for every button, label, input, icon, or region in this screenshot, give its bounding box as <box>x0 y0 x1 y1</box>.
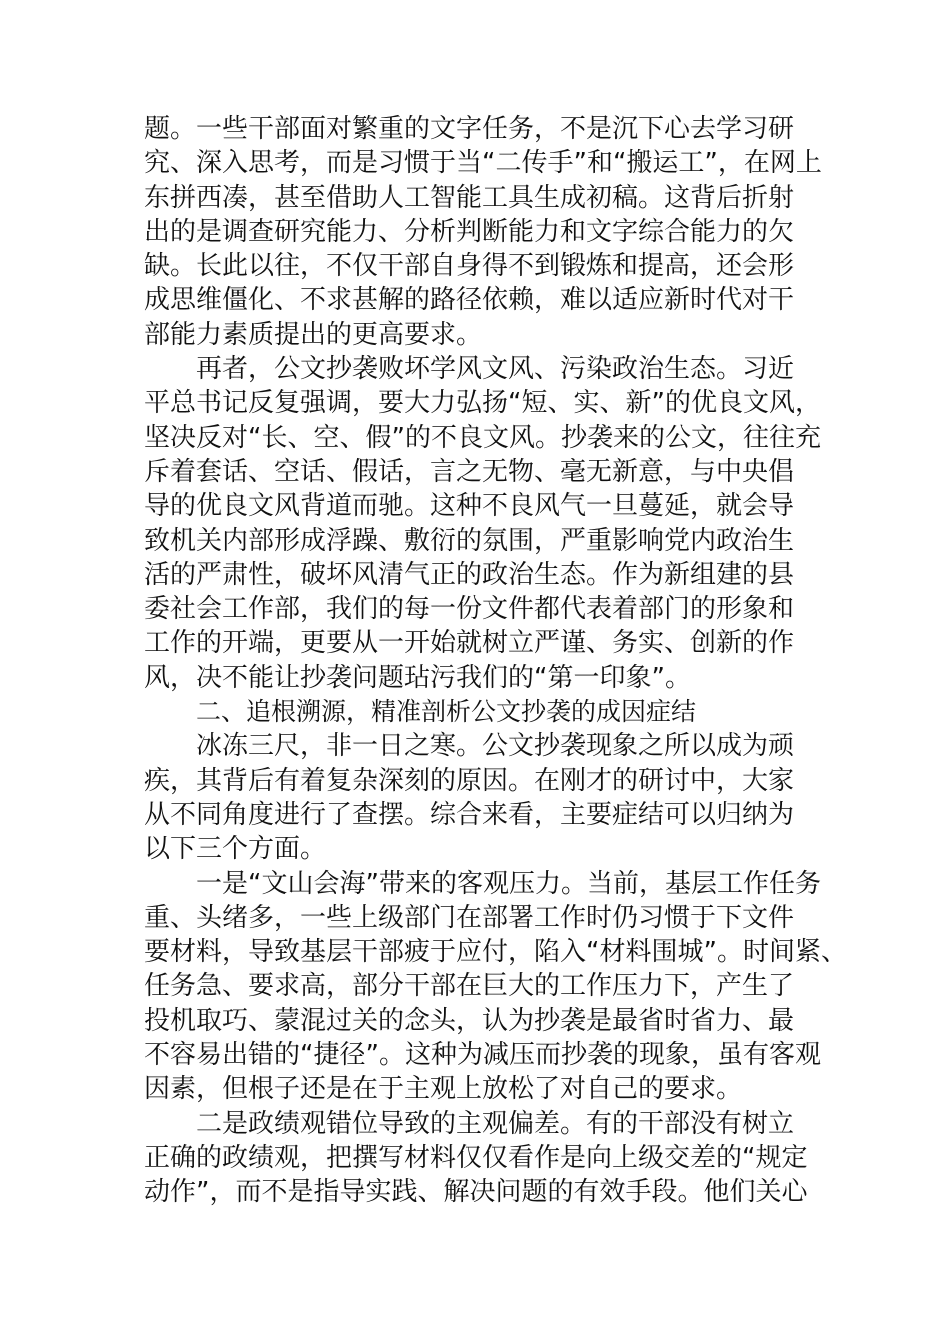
text-line: 二是政绩观错位导致的主观偏差。有的干部没有树立 <box>196 1108 795 1139</box>
text-line: 投机取巧、蒙混过关的念头，认为抄袭是最省时省力、最 <box>144 1005 795 1036</box>
text-line: 以下三个方面。 <box>144 834 327 865</box>
paragraph-ershi <box>144 1107 806 1210</box>
text-line: 任务急、要求高，部分干部在巨大的工作压力下，产生了 <box>144 971 795 1002</box>
text-line: 重、头绪多，一些上级部门在部署工作时仍习惯于下文件 <box>144 902 795 933</box>
paragraph-yishi <box>144 867 847 1107</box>
text-line: 工作的开端，更要从一开始就树立严谨、务实、创新的作 <box>144 628 795 659</box>
text-line: 正确的政绩观，把撰写材料仅仅看作是向上级交差的“规定 <box>144 1142 808 1173</box>
text-line: 再者，公文抄袭败坏学风文风、污染政治生态。习近 <box>196 354 795 385</box>
text-line: 出的是调查研究能力、分析判断能力和文字综合能力的欠 <box>144 216 795 247</box>
text-line: 因素，但根子还是在于主观上放松了对自己的要求。 <box>144 1074 743 1105</box>
text-line: 一是“文山会海”带来的客观压力。当前，基层工作任务 <box>196 868 821 899</box>
text-line: 冰冻三尺，非一日之寒。公文抄袭现象之所以成为顽 <box>196 731 795 762</box>
text-line: 缺。长此以往，不仅干部自身得不到锻炼和提高，还会形 <box>144 251 795 282</box>
document-body <box>144 112 847 1210</box>
text-line: 动作”，而不是指导实践、解决问题的有效手段。他们关心 <box>144 1177 808 1208</box>
text-line: 平总书记反复强调，要大力弘扬“短、实、新”的优良文风， <box>144 388 821 419</box>
paragraph-bingdong <box>144 729 806 866</box>
text-line: 东拼西凑，甚至借助人工智能工具生成初稿。这背后折射 <box>144 182 795 213</box>
text-line: 风，决不能让抄袭问题玷污我们的“第一印象”。 <box>144 662 691 693</box>
paragraph-continuation <box>144 112 822 352</box>
text-line: 坚决反对“长、空、假”的不良文风。抄袭来的公文，往往充 <box>144 422 821 453</box>
text-line: 疾，其背后有着复杂深刻的原因。在刚才的研讨中，大家 <box>144 765 795 796</box>
heading-text: 二、追根溯源，精准剖析公文抄袭的成因症结 <box>196 697 697 727</box>
text-line: 导的优良文风背道而驰。这种不良风气一旦蔓延，就会导 <box>144 491 795 522</box>
text-line: 活的严肃性，破坏风清气正的政治生态。作为新组建的县 <box>144 559 795 590</box>
text-line: 究、深入思考，而是习惯于当“二传手”和“搬运工”，在网上 <box>144 148 822 179</box>
text-line: 要材料，导致基层干部疲于应付，陷入“材料围城”。时间紧、 <box>144 937 847 968</box>
text-line: 部能力素质提出的更高要求。 <box>144 319 483 350</box>
text-line: 致机关内部形成浮躁、敷衍的氛围，严重影响党内政治生 <box>144 525 795 556</box>
paragraph-zaizhe <box>144 352 821 695</box>
text-line: 从不同角度进行了查摆。综合来看，主要症结可以归纳为 <box>144 799 795 830</box>
text-line: 不容易出错的“捷径”。这种为减压而抄袭的现象，虽有客观 <box>144 1040 821 1071</box>
text-line: 成思维僵化、不求甚解的路径依赖，难以适应新时代对干 <box>144 285 795 316</box>
section-heading <box>144 695 806 729</box>
text-line: 题。一些干部面对繁重的文字任务，不是沉下心去学习研 <box>144 114 795 144</box>
text-line: 斥着套话、空话、假话，言之无物、毫无新意，与中央倡 <box>144 456 795 487</box>
text-line: 委社会工作部，我们的每一份文件都代表着部门的形象和 <box>144 594 795 625</box>
